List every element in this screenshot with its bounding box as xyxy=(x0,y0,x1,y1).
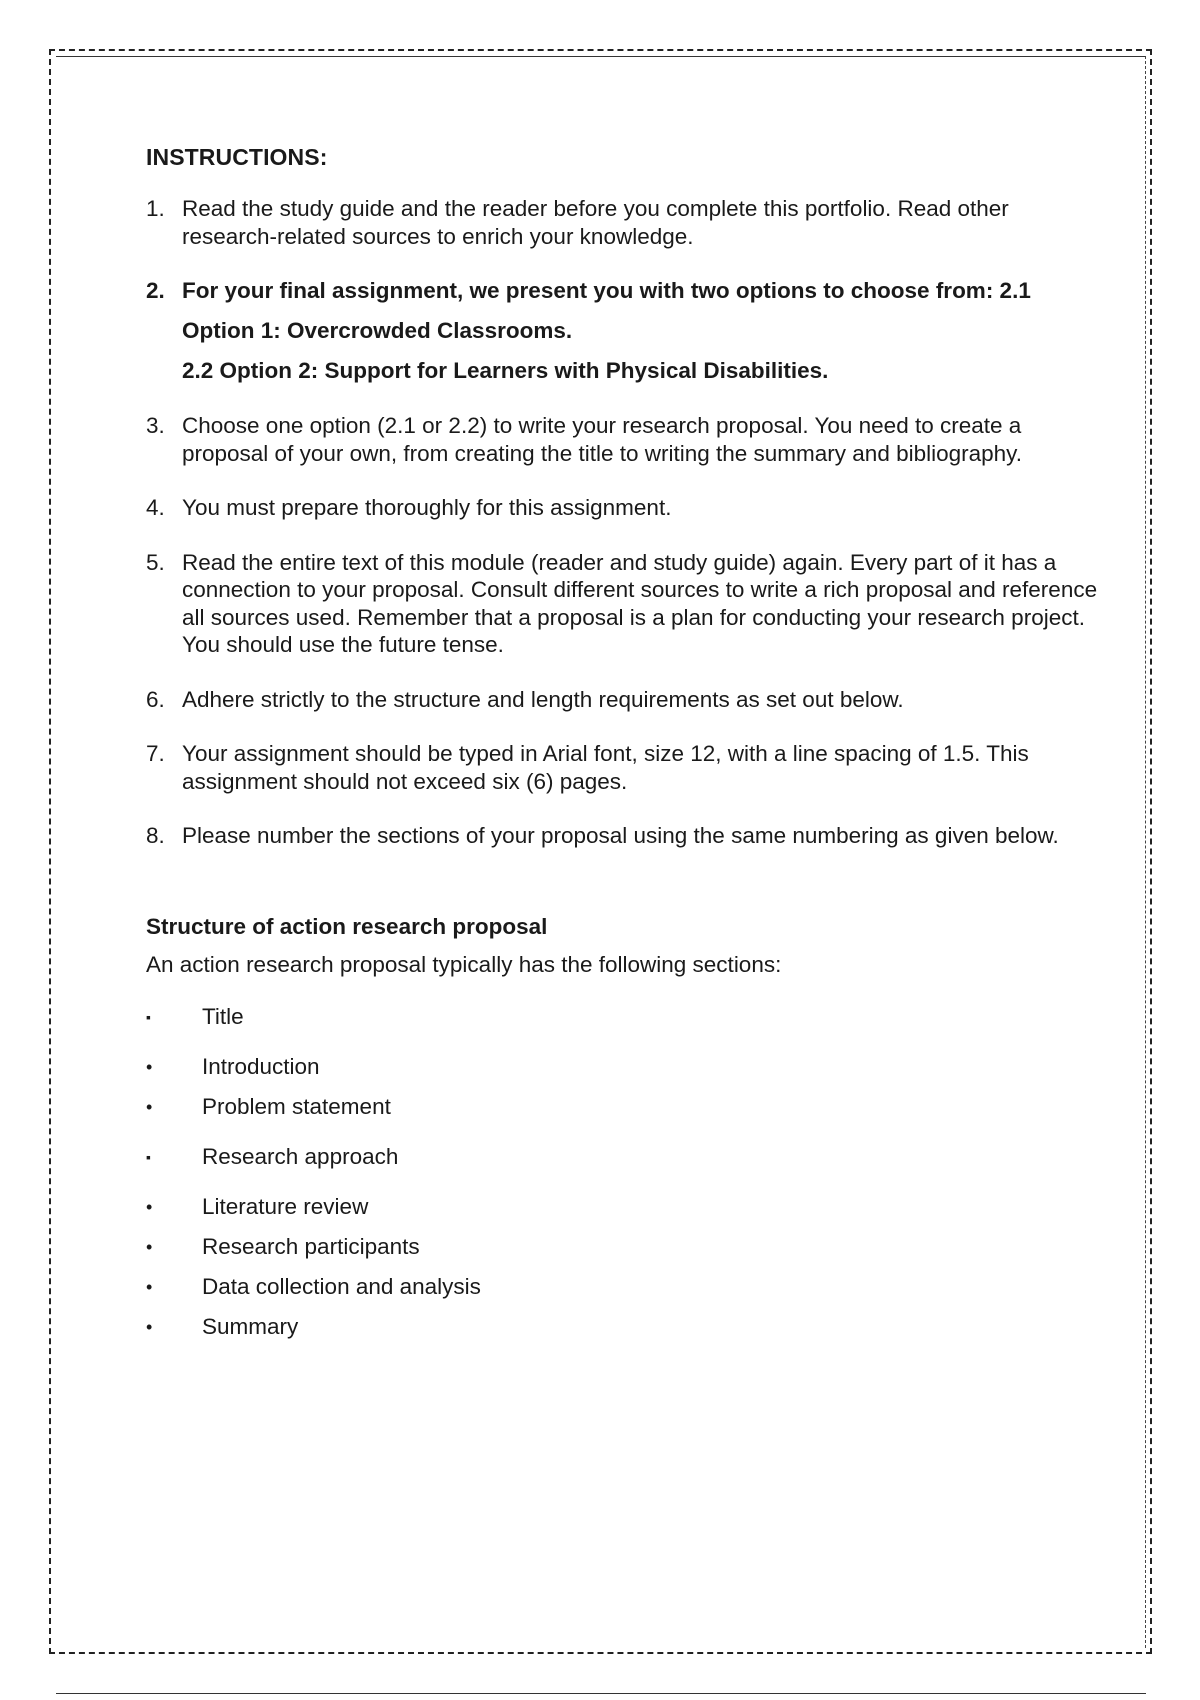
section-item-title xyxy=(146,1002,1106,1052)
section-item-problem-statement xyxy=(146,1092,1106,1142)
instruction-text: Please number the sections of your proposal using the same numbering as given below. xyxy=(182,823,1059,848)
section-item-research-approach xyxy=(146,1142,1106,1192)
section-label: Title xyxy=(202,1003,244,1029)
square-bullet-icon: ▪ xyxy=(146,1148,151,1165)
round-bullet-icon: • xyxy=(146,1196,153,1217)
instruction-number: 3. xyxy=(146,413,165,438)
round-bullet-icon: • xyxy=(146,1096,153,1117)
section-item-introduction xyxy=(146,1052,1106,1092)
instruction-item-2 xyxy=(146,271,1106,391)
section-label: Problem statement xyxy=(202,1093,391,1119)
instruction-item-8 xyxy=(146,822,1106,850)
instruction-number: 2. xyxy=(146,278,165,303)
section-item-data-collection xyxy=(146,1272,1106,1312)
section-label: Literature review xyxy=(202,1193,369,1219)
structure-title: Structure of action research proposal xyxy=(146,913,548,939)
document-body xyxy=(146,144,1106,1352)
section-label: Introduction xyxy=(202,1053,320,1079)
instruction-text-line-1: For your final assignment, we present you with two options to choose from: 2.1 xyxy=(182,278,1031,303)
instruction-number: 7. xyxy=(146,741,165,766)
section-label: Research approach xyxy=(202,1143,399,1169)
instruction-item-7 xyxy=(146,740,1106,795)
instruction-item-3 xyxy=(146,412,1106,467)
sections-list xyxy=(146,1002,1106,1352)
instruction-item-1 xyxy=(146,195,1106,250)
instruction-text: Your assignment should be typed in Arial font, size 12, with a line spacing of 1.5. This assignment should not exceed six (6) pages. xyxy=(182,741,1029,794)
round-bullet-icon: • xyxy=(146,1236,153,1257)
round-bullet-icon: • xyxy=(146,1056,153,1077)
section-label: Summary xyxy=(202,1313,299,1339)
instruction-number: 5. xyxy=(146,549,165,575)
instruction-number: 4. xyxy=(146,495,165,520)
instruction-text: Choose one option (2.1 or 2.2) to write your research proposal. You need to create a proposal of your own, from creating the title to writing the summary and bibliography. xyxy=(182,413,1022,466)
section-item-literature-review xyxy=(146,1192,1106,1232)
instruction-item-4 xyxy=(146,494,1106,522)
instruction-text-line-2: Option 1: Overcrowded Classrooms. xyxy=(182,318,573,343)
instruction-text: Read the entire text of this module (reader and study guide) again. Every part of it has a connection to your proposal. Consult different sources to write a rich proposal and reference all sources used. Remember that a proposal is a plan for conducting your research project. You should use the future tense. xyxy=(182,549,1098,657)
section-label: Data collection and analysis xyxy=(202,1273,481,1299)
square-bullet-icon: ▪ xyxy=(146,1008,151,1025)
instruction-item-6 xyxy=(146,686,1106,714)
round-bullet-icon: • xyxy=(146,1276,153,1297)
instructions-list xyxy=(146,195,1106,850)
section-item-research-participants xyxy=(146,1232,1106,1272)
instruction-number: 8. xyxy=(146,823,165,848)
instruction-number: 1. xyxy=(146,196,165,221)
instruction-text: Adhere strictly to the structure and length requirements as set out below. xyxy=(182,686,904,712)
instruction-number: 6. xyxy=(146,686,165,712)
instruction-item-5 xyxy=(146,549,1106,659)
instruction-text-line-3: 2.2 Option 2: Support for Learners with Physical Disabilities. xyxy=(182,358,829,383)
footer-rule xyxy=(56,1693,1146,1694)
round-bullet-icon: • xyxy=(146,1316,153,1337)
structure-intro: An action research proposal typically has the following sections: xyxy=(146,951,782,977)
section-item-summary xyxy=(146,1312,1106,1352)
instructions-heading: INSTRUCTIONS: xyxy=(146,144,328,170)
instruction-text: Read the study guide and the reader before you complete this portfolio. Read other research-related sources to enrich your knowledge. xyxy=(182,196,1009,249)
section-label: Research participants xyxy=(202,1233,420,1259)
instruction-text: You must prepare thoroughly for this assignment. xyxy=(182,495,672,520)
